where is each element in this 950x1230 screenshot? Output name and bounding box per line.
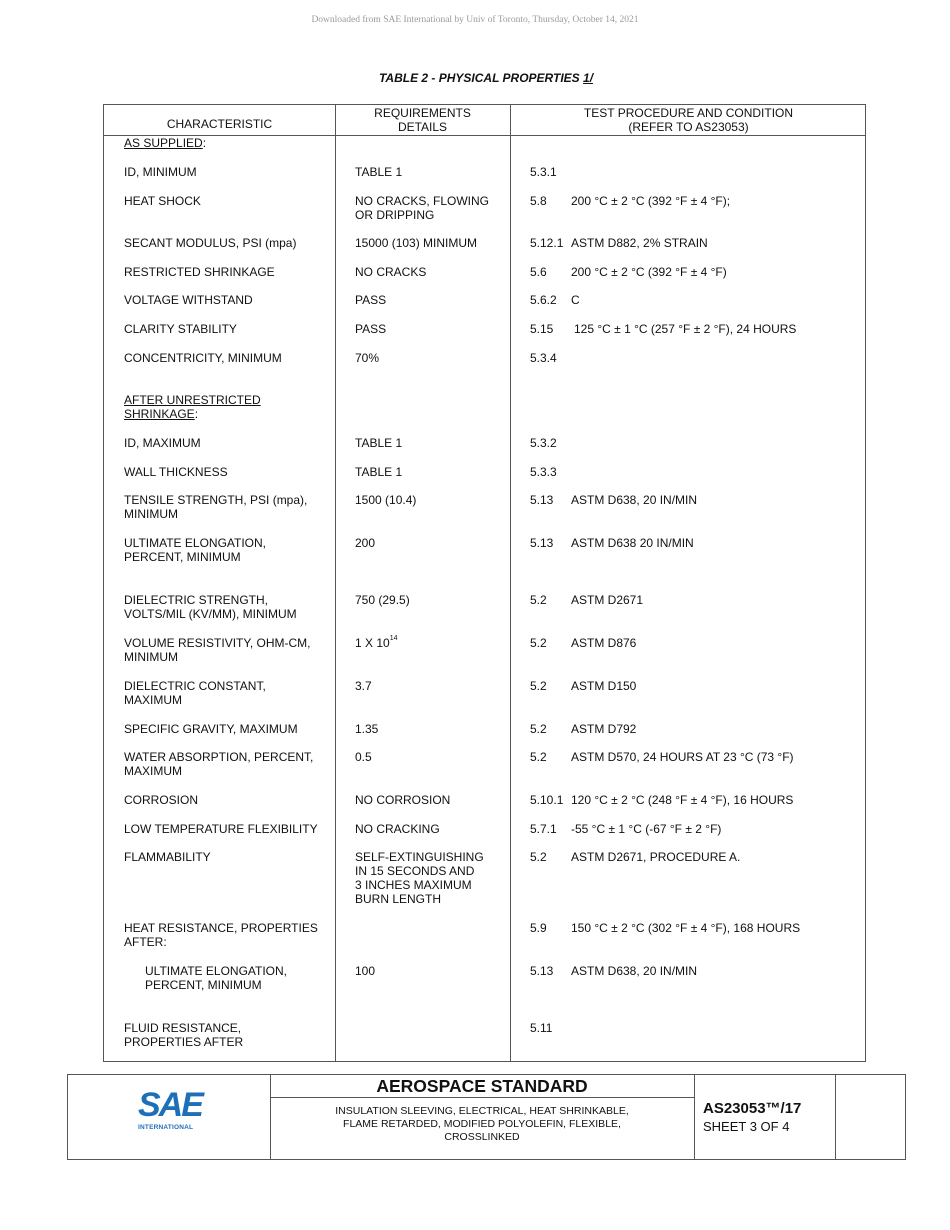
row-requirement: 70% [355, 351, 380, 365]
row-requirement: 1500 (10.4) [355, 493, 417, 507]
row-condition: 200 °C ± 2 °C (392 °F ± 4 °F) [571, 265, 727, 279]
row-characteristic-line2: AFTER: [124, 935, 167, 949]
row-paragraph: 5.6 [530, 265, 547, 279]
row-requirement: 750 (29.5) [355, 593, 410, 607]
row-characteristic: CLARITY STABILITY [124, 322, 237, 336]
row-condition: 200 °C ± 2 °C (392 °F ± 4 °F); [571, 194, 731, 208]
row-requirement: 100 [355, 964, 376, 978]
standard-description: INSULATION SLEEVING, ELECTRICAL, HEAT SHRINKABLE, FLAME RETARDED, MODIFIED POLYOLEFIN, FLEXIBLE, CROSSLINKED [335, 1105, 629, 1143]
row-paragraph: 5.3.4 [530, 351, 557, 365]
physical-properties-table [103, 104, 866, 1062]
exponent: 14 [389, 635, 398, 642]
row-characteristic: WALL THICKNESS [124, 465, 228, 479]
row-characteristic: VOLUME RESISTIVITY, OHM-CM, [124, 636, 311, 650]
standard-title: AEROSPACE STANDARD [270, 1075, 694, 1098]
row-paragraph: 5.2 [530, 593, 547, 607]
row-condition: ASTM D638, 20 IN/MIN [571, 964, 698, 978]
row-characteristic: DIELECTRIC STRENGTH, [124, 593, 269, 607]
row-characteristic: RESTRICTED SHRINKAGE [124, 265, 275, 279]
sheet-number: SHEET 3 OF 4 [703, 1119, 790, 1134]
row-condition: 150 °C ± 2 °C (302 °F ± 4 °F), 168 HOURS [571, 921, 801, 935]
row-characteristic: ULTIMATE ELONGATION, [124, 536, 267, 550]
row-requirement-line3: 3 INCHES MAXIMUM [355, 878, 472, 892]
row-paragraph: 5.3.3 [530, 465, 557, 479]
row-paragraph: 5.2 [530, 679, 547, 693]
row-condition: 125 °C ± 1 °C (257 °F ± 2 °F), 24 HOURS [574, 322, 797, 336]
row-characteristic: FLAMMABILITY [124, 850, 211, 864]
row-paragraph: 5.13 [530, 493, 554, 507]
row-condition: ASTM D2671, PROCEDURE A. [571, 850, 741, 864]
header-test-procedure: TEST PROCEDURE AND CONDITION (REFER TO AS23053) [583, 106, 794, 134]
row-requirement-line2: OR DRIPPING [355, 208, 435, 222]
table-footnote-ref: 1/ [583, 71, 594, 85]
row-requirement: PASS [355, 322, 387, 336]
document-number: AS23053™/17 [703, 1100, 802, 1117]
row-characteristic: VOLTAGE WITHSTAND [124, 293, 253, 307]
row-requirement-line4: BURN LENGTH [355, 892, 442, 906]
row-requirement: 200 [355, 536, 376, 550]
row-paragraph: 5.8 [530, 194, 547, 208]
sae-logo [132, 1088, 212, 1136]
header-requirements: REQUIREMENTS DETAILS [374, 106, 471, 134]
row-requirement: 15000 (103) MINIMUM [355, 236, 478, 250]
row-characteristic: ID, MAXIMUM [124, 436, 201, 450]
title-block [67, 1074, 906, 1160]
row-paragraph: 5.3.1 [530, 165, 557, 179]
row-condition: -55 °C ± 1 °C (-67 °F ± 2 °F) [571, 822, 722, 836]
row-condition: ASTM D876 [571, 636, 637, 650]
row-paragraph: 5.13 [530, 964, 554, 978]
sae-logo-subtitle: INTERNATIONAL [138, 1124, 194, 1131]
row-characteristic-line2: MAXIMUM [124, 764, 182, 778]
row-characteristic-line2: PROPERTIES AFTER [124, 1035, 244, 1049]
table-title [0, 71, 950, 85]
title-block-divider [694, 1075, 695, 1159]
section-heading-shrinkage: SHRINKAGE: [124, 407, 199, 421]
row-characteristic-line2: MAXIMUM [124, 693, 182, 707]
row-requirement: NO CRACKS [355, 265, 427, 279]
row-characteristic: ULTIMATE ELONGATION, [145, 964, 288, 978]
row-condition: C [571, 293, 580, 307]
row-requirement: 1 X $10^{14}$ [355, 635, 398, 650]
row-condition: ASTM D638 20 IN/MIN [571, 536, 694, 550]
row-paragraph: 5.7.1 [530, 822, 557, 836]
section-heading-after-unrestricted: AFTER UNRESTRICTED [124, 393, 261, 407]
column-divider [335, 105, 336, 1061]
row-requirement: PASS [355, 293, 387, 307]
row-paragraph: 5.6.2 [530, 293, 557, 307]
row-requirement: TABLE 1 [355, 165, 403, 179]
header-characteristic: CHARACTERISTIC [166, 117, 273, 131]
row-characteristic: DIELECTRIC CONSTANT, [124, 679, 266, 693]
row-characteristic: SPECIFIC GRAVITY, MAXIMUM [124, 722, 298, 736]
row-characteristic: CORROSION [124, 793, 199, 807]
row-requirement: NO CRACKS, FLOWING [355, 194, 490, 208]
row-characteristic-line2: VOLTS/MIL (KV/MM), MINIMUM [124, 607, 297, 621]
row-condition: ASTM D638, 20 IN/MIN [571, 493, 698, 507]
row-characteristic: HEAT SHOCK [124, 194, 201, 208]
row-paragraph: 5.9 [530, 921, 547, 935]
row-condition: ASTM D570, 24 HOURS AT 23 °C (73 °F) [571, 750, 794, 764]
row-paragraph: 5.2 [530, 750, 547, 764]
column-divider [510, 105, 511, 1061]
row-requirement: TABLE 1 [355, 465, 403, 479]
row-paragraph: 5.2 [530, 636, 547, 650]
row-condition: ASTM D2671 [571, 593, 644, 607]
row-requirement-line2: IN 15 SECONDS AND [355, 864, 475, 878]
row-requirement: 0.5 [355, 750, 372, 764]
row-paragraph: 5.15 [530, 322, 554, 336]
row-requirement: NO CORROSION [355, 793, 451, 807]
row-characteristic-line2: PERCENT, MINIMUM [124, 550, 241, 564]
row-characteristic: TENSILE STRENGTH, PSI (mpa), [124, 493, 308, 507]
title-block-divider [835, 1075, 836, 1159]
row-characteristic: LOW TEMPERATURE FLEXIBILITY [124, 822, 318, 836]
row-characteristic-line2: PERCENT, MINIMUM [145, 978, 262, 992]
section-heading-as-supplied: AS SUPPLIED: [124, 136, 207, 150]
row-characteristic: ID, MINIMUM [124, 165, 197, 179]
row-paragraph: 5.12.1 [530, 236, 564, 250]
table-title-text: TABLE 2 - PHYSICAL PROPERTIES [378, 71, 584, 85]
sae-logo-mark: SAE [138, 1086, 202, 1124]
row-paragraph: 5.11 [530, 1021, 553, 1035]
row-characteristic: SECANT MODULUS, PSI (mpa) [124, 236, 297, 250]
row-condition: ASTM D150 [571, 679, 637, 693]
row-paragraph: 5.3.2 [530, 436, 557, 450]
row-characteristic: CONCENTRICITY, MINIMUM [124, 351, 282, 365]
row-paragraph: 5.13 [530, 536, 554, 550]
row-paragraph: 5.2 [530, 722, 547, 736]
row-requirement: SELF-EXTINGUISHING [355, 850, 484, 864]
row-condition: 120 °C ± 2 °C (248 °F ± 4 °F), 16 HOURS [571, 793, 794, 807]
row-characteristic-line2: MINIMUM [124, 650, 178, 664]
row-condition: ASTM D792 [571, 722, 637, 736]
row-characteristic: FLUID RESISTANCE, [124, 1021, 242, 1035]
row-characteristic: WATER ABSORPTION, PERCENT, [124, 750, 314, 764]
row-requirement: TABLE 1 [355, 436, 403, 450]
row-characteristic: HEAT RESISTANCE, PROPERTIES [124, 921, 318, 935]
row-paragraph: 5.2 [530, 850, 547, 864]
row-characteristic-line2: MINIMUM [124, 507, 178, 521]
row-paragraph: 5.10.1 [530, 793, 564, 807]
row-requirement: NO CRACKING [355, 822, 440, 836]
row-requirement: 3.7 [355, 679, 372, 693]
row-condition: ASTM D882, 2% STRAIN [571, 236, 708, 250]
download-watermark: Downloaded from SAE International by Univ of Toronto, Thursday, October 14, 2021 [311, 15, 639, 25]
row-requirement: 1.35 [355, 722, 379, 736]
